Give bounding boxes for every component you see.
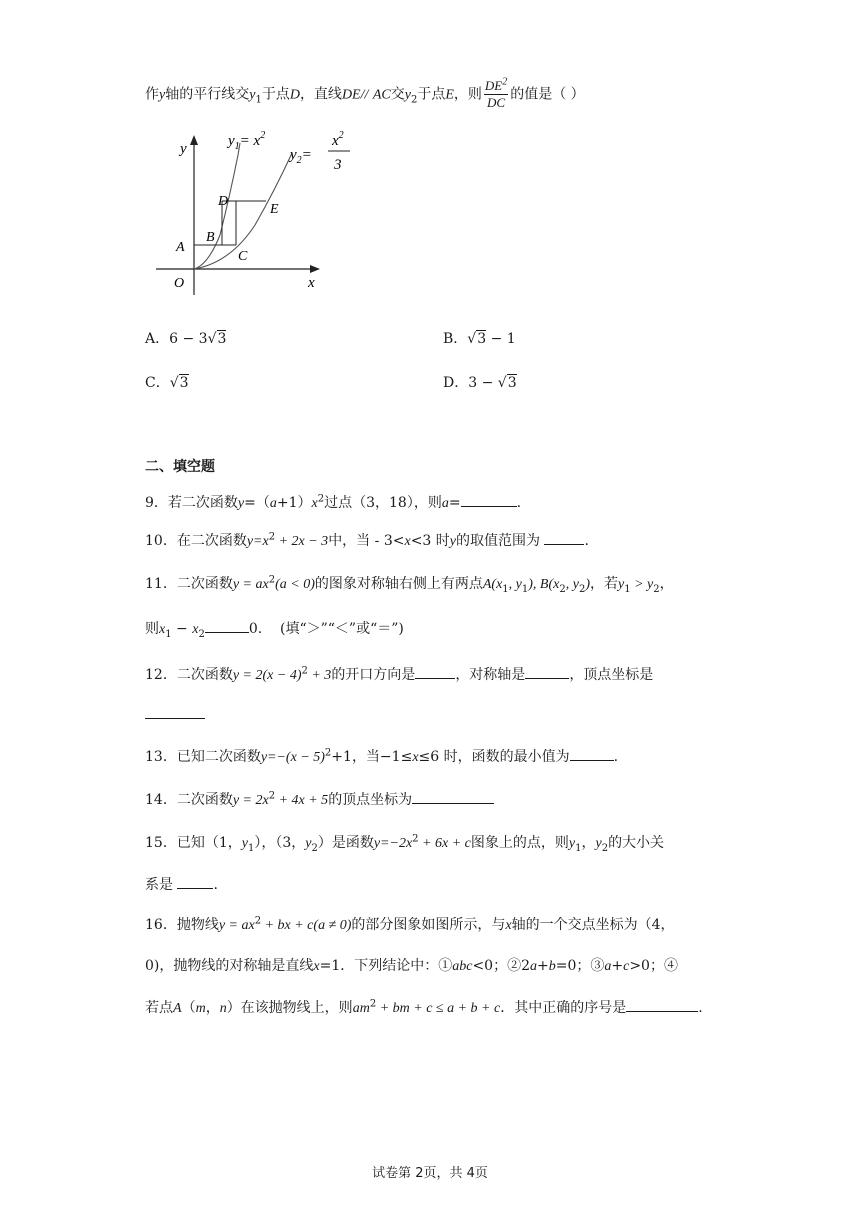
question-9: 9．若二次函数$y=(a+1)x^2$过点（3，18），则a= . (145, 493, 522, 511)
answer-blank[interactable] (205, 618, 249, 633)
section-title: 二、填空题 (145, 459, 215, 475)
question-16-line-1: 16．抛物线$y = ax^2$ + bx + c(a ≠ 0)的部分图象如图所示，与x轴的一个交点坐标为（4， (145, 915, 675, 933)
answer-blank[interactable] (570, 746, 614, 761)
label-A: A (176, 240, 185, 255)
question-11-line-1: 11．二次函数$y = ax^2(a < 0)$的图象对称轴右侧上有两点$A(x_1$, $y_1$), $B(x_2$, $y_2$)，若$y_1 > y_2$， (145, 574, 674, 595)
label-B: B (206, 230, 215, 245)
answer-blank[interactable] (415, 664, 455, 679)
question-14: 14．二次函数$y = 2x^2 + 4x + 5$的顶点坐标为 (145, 789, 494, 811)
label-curve1: $y_1= x^2$ (228, 130, 266, 152)
question-16-line-2: 0)，抛物线的对称轴是直线x=1．下列结论中：①abc<0；②2a+b=0；③a+c>0；④ (145, 958, 678, 974)
answer-blank[interactable] (461, 492, 517, 507)
label-E: E (270, 202, 279, 217)
label-origin: O (174, 276, 185, 291)
question-12-line-2 (145, 704, 205, 725)
option-a[interactable]: A．6 − 3√3 (145, 331, 227, 347)
question-11-line-2: 则$x_1 - x_2$ 0. (填“＞”“＜”或“＝”) (145, 618, 404, 640)
answer-blank[interactable] (626, 997, 698, 1012)
option-d[interactable]: D．3 − √3 (443, 375, 517, 391)
label-curve2-num: $x^2$ (332, 130, 344, 149)
question-12: 12．二次函数$y = 2(x - 4)^2 + 3$的开口方向是 ，对称轴是 ，顶点坐标是 (145, 665, 654, 683)
q8-stem: 作y轴的平行线交$y_1$于点D，直线DE// AC交$y_2$于点E，则 $\frac{DE^2}{DC}$ 的值是（ ） (145, 76, 585, 110)
answer-blank[interactable] (177, 874, 213, 889)
question-13: 13．已知二次函数$y=-(x - 5)^2+1$，当−1≤x≤6 时，函数的最小值为 . (145, 747, 619, 765)
question-10: 10．在二次函数$y=x^2 + 2x - 3$中，当 - 3<x<3 时y的取值范围为 . (145, 531, 589, 549)
parabola-figure (150, 125, 370, 305)
label-D: D (218, 194, 229, 209)
page-footer: 试卷第 2页，共 4页 (372, 1166, 488, 1181)
answer-blank[interactable] (525, 664, 569, 679)
label-curve2-den: 3 (334, 157, 342, 173)
label-C: C (238, 249, 248, 264)
y-axis-arrow (190, 135, 198, 145)
label-x-axis: x (308, 275, 315, 291)
answer-blank[interactable] (412, 789, 494, 804)
question-16-line-3: 若点A（m，n）在该抛物线上，则$am^2$ + bm + c ≤ a + b + c．其中正确的序号是 . (145, 998, 703, 1016)
answer-blank[interactable] (145, 704, 205, 719)
label-y-axis: y (180, 141, 187, 157)
option-b[interactable]: B．√3 − 1 (443, 331, 516, 347)
answer-blank[interactable] (544, 530, 584, 545)
option-c[interactable]: C．√3 (145, 375, 189, 391)
fraction-de2-dc: $\frac{DE^2}{DC}$ (484, 76, 508, 110)
question-15-line-2: 系是 . (145, 874, 218, 895)
question-15-line-1: 15．已知（1，$y_1$），（3，$y_2$）是函数$y=-2x^2 + 6x + c$图象上的点，则$y_1$，$y_2$的大小关 (145, 833, 665, 854)
x-axis-arrow (310, 265, 320, 273)
label-curve2: $y_2=$ (290, 147, 312, 166)
